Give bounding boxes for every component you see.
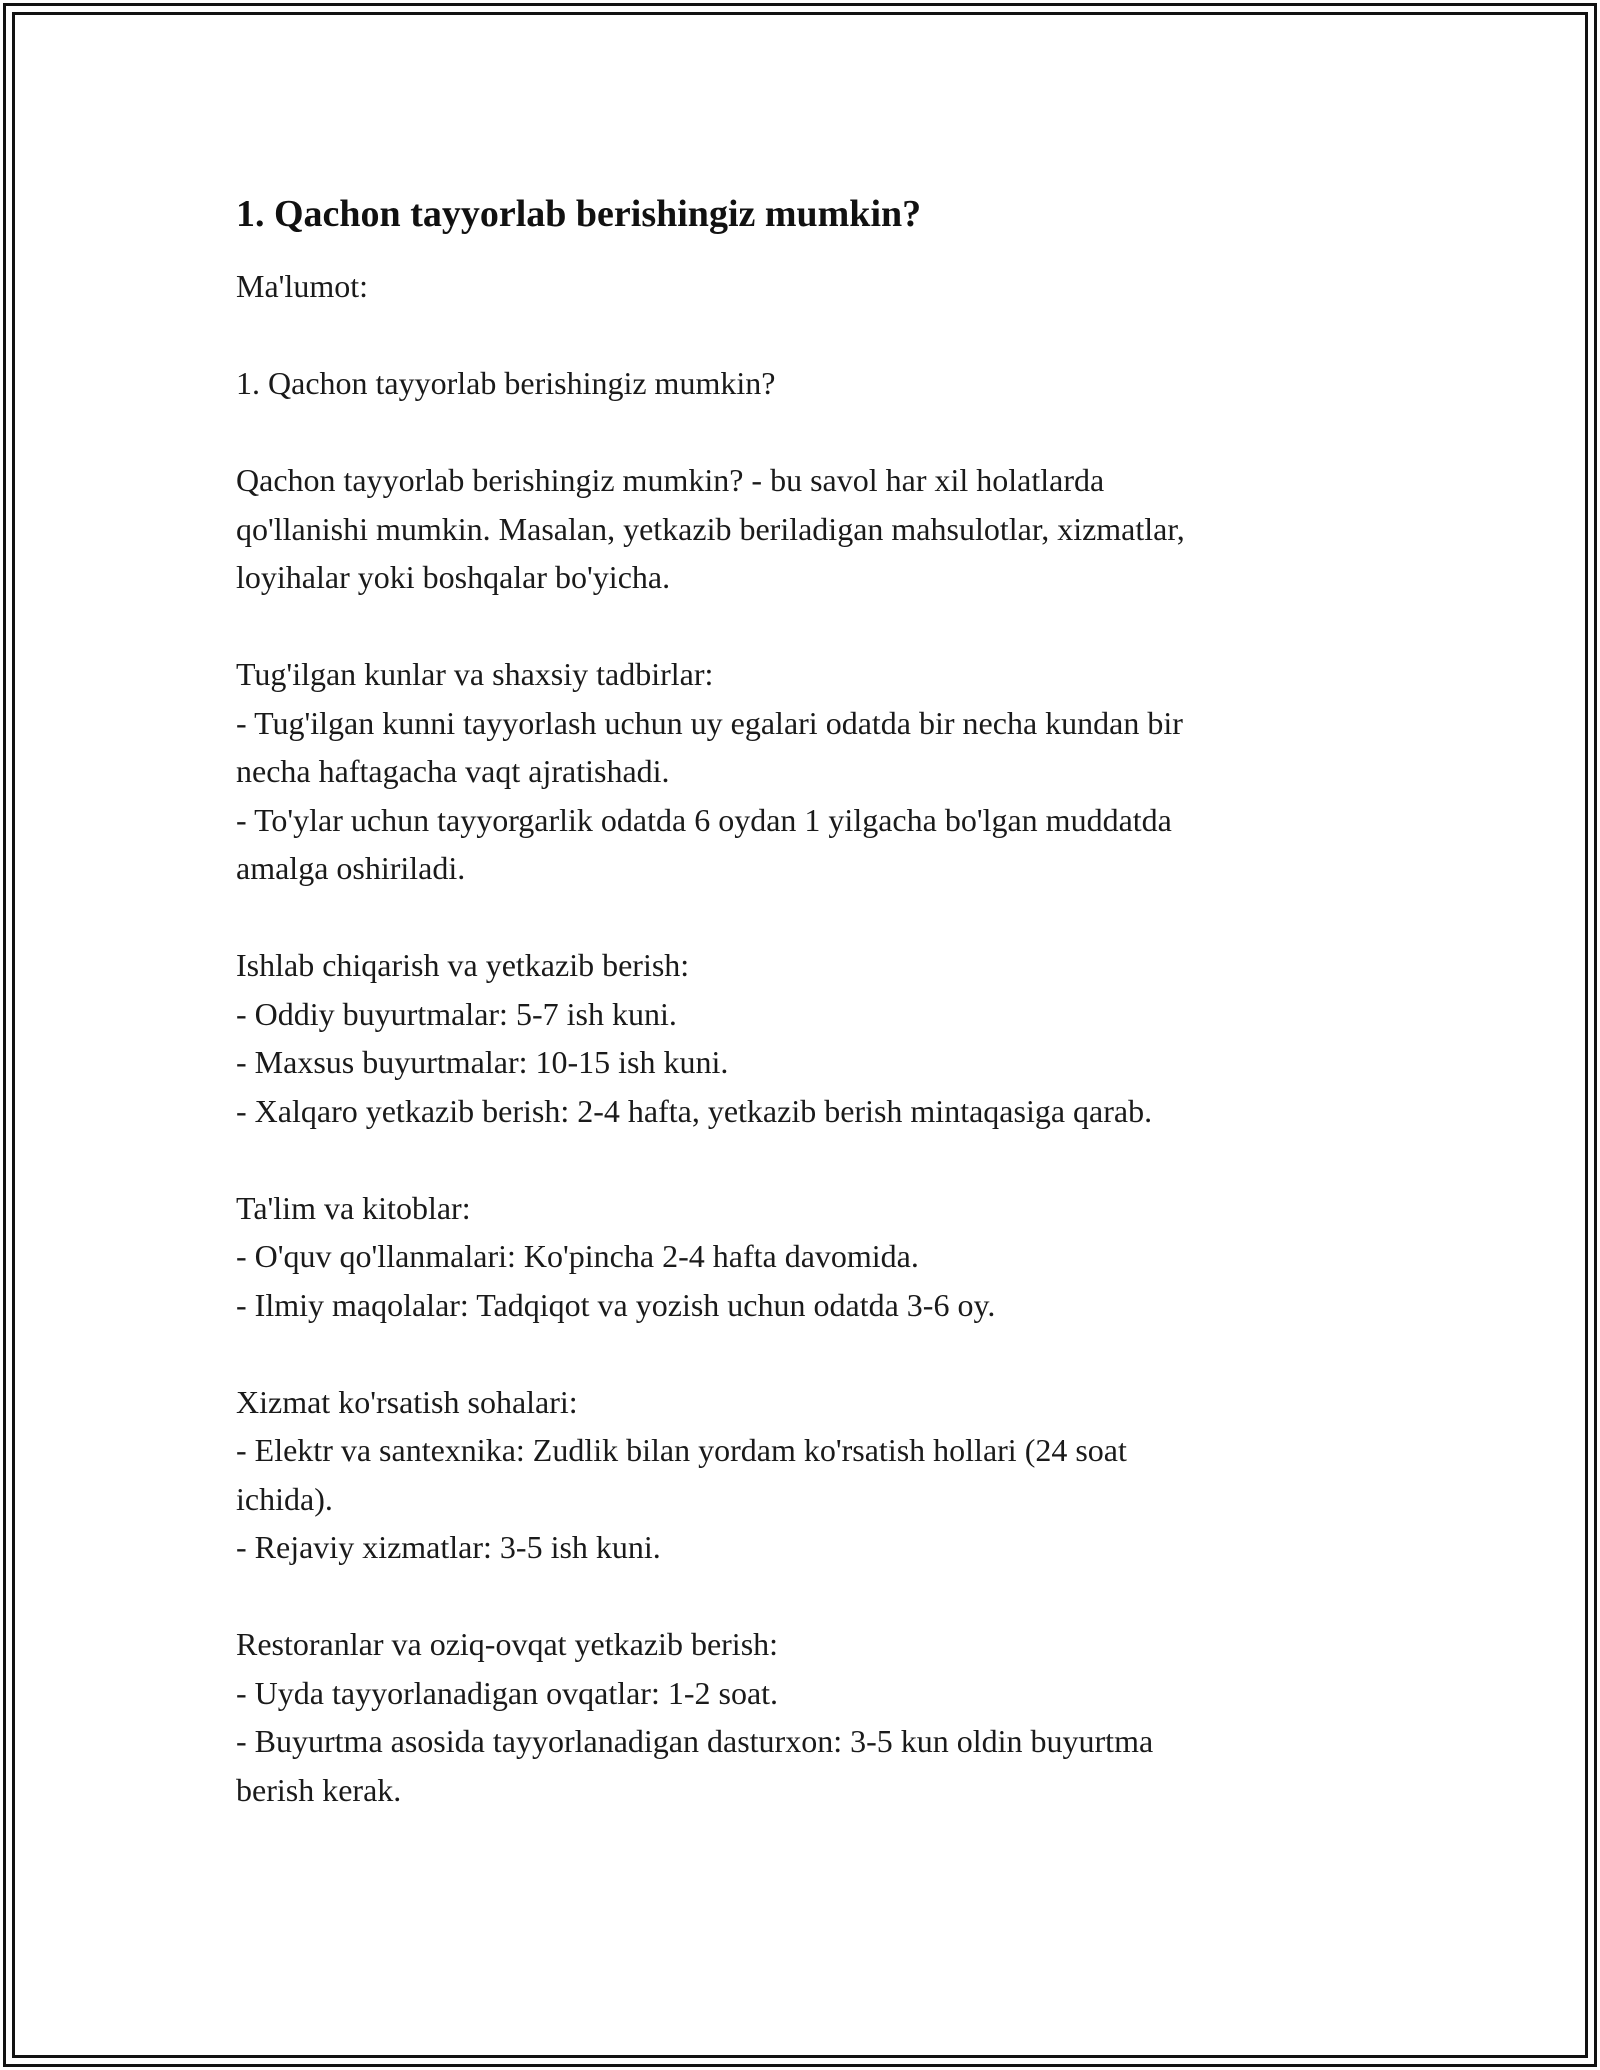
section-title: Ishlab chiqarish va yetkazib berish: bbox=[236, 947, 690, 983]
document-title: 1. Qachon tayyorlab berishingiz mumkin? bbox=[236, 193, 922, 235]
info-label: Ma'lumot: bbox=[236, 268, 368, 304]
section-line: - Ilmiy maqolalar: Tadqiqot va yozish uchun odatda 3-6 oy. bbox=[236, 1286, 996, 1323]
section-line: - Elektr va santexnika: Zudlik bilan yordam ko'rsatish hollari (24 soat bbox=[236, 1432, 1127, 1468]
intro-paragraph bbox=[236, 456, 1366, 602]
section-title: Xizmat ko'rsatish sohalari: bbox=[236, 1383, 578, 1420]
section-title: Tug'ilgan kunlar va shaxsiy tadbirlar: bbox=[236, 656, 714, 692]
section-production bbox=[236, 941, 1366, 1135]
section-line: amalga oshiriladi. bbox=[236, 850, 466, 886]
section-services bbox=[236, 1378, 1366, 1572]
question-line: 1. Qachon tayyorlab berishingiz mumkin? bbox=[236, 365, 776, 401]
intro-line: Qachon tayyorlab berishingiz mumkin? - bu savol har xil holatlarda bbox=[236, 462, 1105, 498]
document-body bbox=[236, 186, 1366, 1814]
section-line: - Buyurtma asosida tayyorlanadigan dasturxon: 3-5 kun oldin buyurtma bbox=[236, 1723, 1154, 1759]
section-title: Ta'lim va kitoblar: bbox=[236, 1189, 471, 1226]
section-line: - Xalqaro yetkazib berish: 2-4 hafta, yetkazib berish mintaqasiga qarab. bbox=[236, 1092, 1153, 1129]
section-line: - Tug'ilgan kunni tayyorlash uchun uy egalari odatda bir necha kundan bir bbox=[236, 704, 1183, 741]
section-restaurants bbox=[236, 1620, 1366, 1814]
intro-line: loyihalar yoki boshqalar bo'yicha. bbox=[236, 559, 671, 595]
section-line: ichida). bbox=[236, 1480, 333, 1517]
section-birthdays bbox=[236, 650, 1366, 893]
section-line: - Rejaviy xizmatlar: 3-5 ish kuni. bbox=[236, 1529, 661, 1565]
section-title: Restoranlar va oziq-ovqat yetkazib berish: bbox=[236, 1626, 779, 1662]
section-line: - Oddiy buyurtmalar: 5-7 ish kuni. bbox=[236, 995, 677, 1032]
section-line: - To'ylar uchun tayyorgarlik odatda 6 oydan 1 yilgacha bo'lgan muddatda bbox=[236, 801, 1172, 838]
section-line: necha haftagacha vaqt ajratishadi. bbox=[236, 753, 670, 789]
section-line: - Maxsus buyurtmalar: 10-15 ish kuni. bbox=[236, 1044, 729, 1080]
section-line: berish kerak. bbox=[236, 1771, 402, 1808]
section-line: - Uyda tayyorlanadigan ovqatlar: 1-2 soat. bbox=[236, 1674, 779, 1711]
intro-line: qo'llanishi mumkin. Masalan, yetkazib beriladigan mahsulotlar, xizmatlar, bbox=[236, 510, 1185, 547]
section-education bbox=[236, 1184, 1366, 1330]
section-line: - O'quv qo'llanmalari: Ko'pincha 2-4 hafta davomida. bbox=[236, 1238, 919, 1274]
